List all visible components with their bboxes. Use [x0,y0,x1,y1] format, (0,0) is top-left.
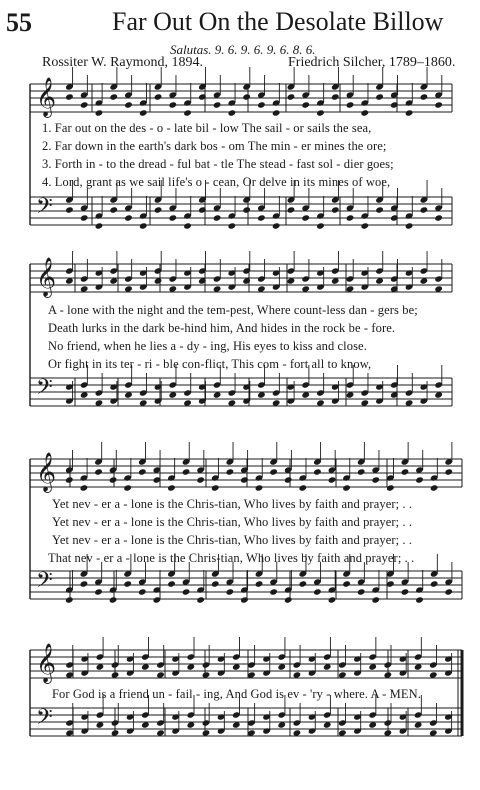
note-head [444,468,453,475]
hymn-number: 55 [6,8,32,37]
note-head [255,484,264,491]
lyric-line: Yet nev - er a - lone is the Chris-tian, Who lives by faith and prayer; . . [52,515,413,529]
note-head [80,101,89,108]
note-head [138,468,147,475]
note-head [287,93,296,100]
note-head [415,596,424,603]
bass-clef-icon: 𝄢 [36,194,53,224]
note-head [228,109,237,116]
note-head [430,484,439,491]
lyric-line: Death lurks in the dark be-hind him, And hides in the rock be - fore. [48,321,396,335]
note-head [109,596,118,603]
note-head [287,206,296,213]
note-head [65,596,74,603]
note-head [360,109,369,116]
note-head [213,101,222,108]
note-head [154,93,163,100]
note-head [124,214,133,221]
tune-meter: Salutas. 9. 6. 9. 6. 9. 6. 8. 6. [170,42,316,57]
note-head [124,101,133,108]
note-head [272,109,281,116]
note-head [123,484,132,491]
note-head [331,93,340,100]
hymn-title: Far Out On the Desolate Billow [112,7,444,36]
note-head [211,580,220,587]
note-head [183,109,192,116]
note-head [405,109,414,116]
note-head [316,109,325,116]
note-head [257,101,266,108]
note-head [94,468,103,475]
note-head [154,206,163,213]
author-credit: Rossiter W. Raymond, 1894. [42,55,204,70]
note-head [420,206,429,213]
note-head [272,222,281,229]
note-head [257,214,266,221]
note-head [182,468,191,475]
note-head [342,580,351,587]
note-head [196,476,205,483]
note-head [328,476,337,483]
lyric-line: 4. Lord, grant as we sail life's o - cean, Or delve in its mines of woe, [42,175,391,189]
note-head [357,468,366,475]
note-head [109,93,118,100]
note-head [80,580,89,587]
lyric-line: For God is a friend un - fail - ing, And God is ev - 'ry - where. A - MEN. [52,687,421,701]
note-head [65,206,74,213]
lyric-line: 1. Far out on the des - o - late bil - low The sail - or sails the sea, [42,121,372,135]
note-head [80,214,89,221]
note-head [168,101,177,108]
lyric-line: Yet nev - er a - lone is the Chris-tian, Who lives by faith and prayer; . . [52,497,413,511]
note-head [346,214,355,221]
note-head [242,206,251,213]
note-head [371,596,380,603]
note-head [405,222,414,229]
note-head [168,214,177,221]
note-head [123,580,132,587]
note-head [213,214,222,221]
note-head [109,206,118,213]
note-head [401,468,410,475]
note-head [434,214,443,221]
note-head [371,476,380,483]
note-head [80,484,89,491]
note-head [242,93,251,100]
note-head [357,588,366,595]
note-head [139,222,148,229]
note-head [95,222,104,229]
note-head [420,93,429,100]
note-head [346,101,355,108]
note-head [342,484,351,491]
treble-clef-icon: 𝄞 [36,77,57,117]
note-head [434,101,443,108]
lyric-line: 2. Far down in the earth's dark bos - om The min - er mines the ore; [42,139,387,153]
note-head [328,596,337,603]
note-head [401,588,410,595]
treble-clef-icon: 𝄞 [36,643,57,683]
note-head [301,214,310,221]
note-head [331,206,340,213]
lyric-line: Yet nev - er a - lone is the Chris-tian, Who lives by faith and prayer; . . [52,533,413,547]
lyric-line: A - lone with the night and the tem-pest, Where count-less dan - gers be; [48,303,418,317]
note-head [138,588,147,595]
note-head [301,101,310,108]
note-head [196,596,205,603]
note-head [95,109,104,116]
note-head [313,588,322,595]
note-head [65,93,74,100]
note-head [228,222,237,229]
note-head [375,93,384,100]
note-head [255,580,264,587]
note-head [269,468,278,475]
note-head [375,206,384,213]
note-head [415,476,424,483]
note-head [316,222,325,229]
note-head [430,580,439,587]
note-head [313,468,322,475]
note-head [226,588,235,595]
note-head [444,588,453,595]
note-head [284,596,293,603]
lyric-line: That nev - er a - lone is the Chris-tian, Who lives by faith and prayer; . . [48,551,415,565]
lyric-line: Or fight in its ter - ri - ble con-flict, This com - fort all to know, [48,357,372,371]
note-head [284,476,293,483]
note-head [167,580,176,587]
note-head [94,588,103,595]
note-head [360,222,369,229]
note-head [65,476,74,483]
note-head [299,484,308,491]
note-head [139,109,148,116]
note-head [226,468,235,475]
bass-clef-icon: 𝄢 [36,568,53,598]
lyric-line: 3. Forth in - to the dread - ful bat - tle The stead - fast sol - dier goes; [42,157,394,171]
note-head [183,222,192,229]
note-head [109,476,118,483]
note-head [269,588,278,595]
bass-clef-icon: 𝄢 [36,705,53,735]
note-head [182,588,191,595]
treble-clef-icon: 𝄞 [36,257,57,297]
treble-clef-icon: 𝄞 [36,452,57,492]
note-head [167,484,176,491]
composer-credit: Friedrich Silcher, 1789–1860. [288,55,456,70]
bass-clef-icon: 𝄢 [36,375,53,405]
note-head [211,484,220,491]
lyric-line: No friend, when he lies a - dy - ing, His eyes to kiss and close. [48,339,367,353]
note-head [299,580,308,587]
